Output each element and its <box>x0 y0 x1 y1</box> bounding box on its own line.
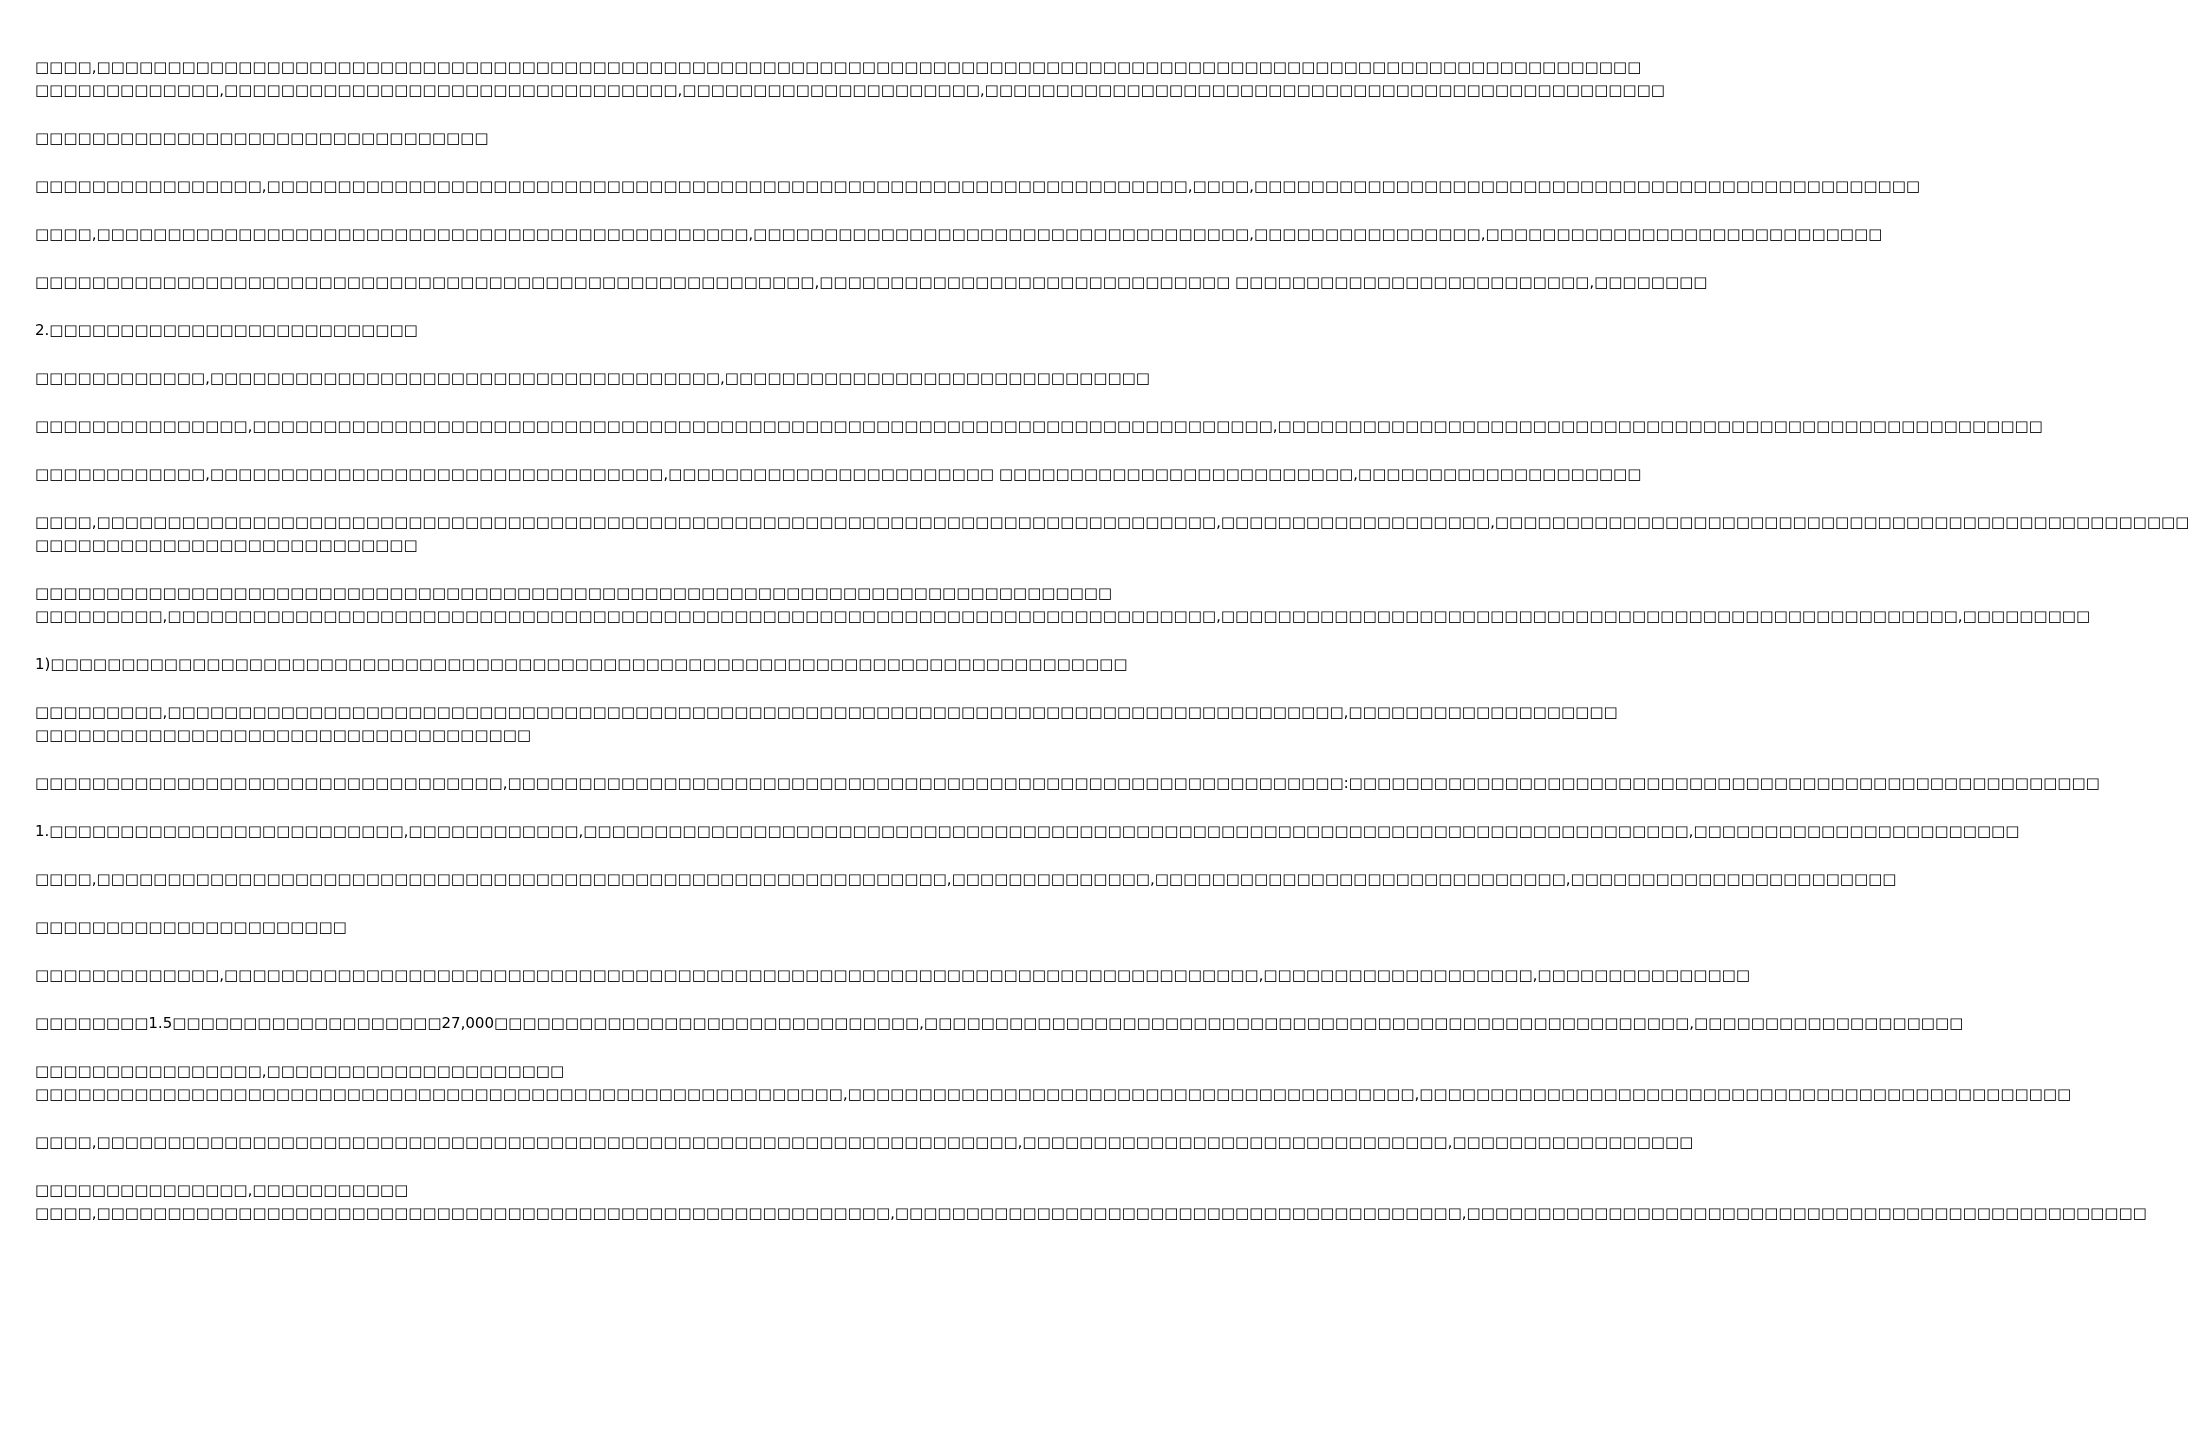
text-line: □□□□□□□□□□□□□□□□□□□□□□□□□□□□□□□□□□□□□□□□□□□□□□□□□□□□□□□□□,□□□□□□□□□□□□□□□□□□□□□□□□□□□□□□□□□□□□□□□□,□□□□□□□□□□□□□□□□□□□□□□□□□□□□□□□□□□□□□□□□□□□□□□ <box>35 1085 2072 1103</box>
text-line: □□□□□□□□1.5□□□□□□□□□□□□□□□□□□□27,000□□□□□□□□□□□□□□□□□□□□□□□□□□□□□□,□□□□□□□□□□□□□□□□□□□□□□□□□□□□□□□□□□□□□□□□□□□□□□□□□□□□□□,□□□□□□□□□□□□□□□□□□□ <box>35 1014 1964 1032</box>
text-line: 1)□□□□□□□□□□□□□□□□□□□□□□□□□□□□□□□□□□□□□□□□□□□□□□□□□□□□□□□□□□□□□□□□□□□□□□□□□□□□ <box>35 655 1128 673</box>
paragraph <box>35 701 1618 747</box>
text-line: □□□□□□□□□□□□□□□□□□□□□□□□□□□□□□□□□□□ <box>35 726 532 744</box>
paragraph <box>35 1179 2147 1225</box>
paragraph <box>35 415 2043 438</box>
paragraph <box>35 916 989 939</box>
text-line: □□□□□□□□□□□□□□□□,□□□□□□□□□□□□□□□□□□□□□ <box>35 1062 565 1080</box>
paragraph <box>35 56 1665 102</box>
text-line: □□□□,□□□□□□□□□□□□□□□□□□□□□□□□□□□□□□□□□□□□□□□□□□□□□□□□□□□□□□□□□□□□□□□□□,□□□□□□□□□□□□□□□□□□□□□□□□□□□□□□,□□□□□□□□□□□□□□□□□ <box>35 1133 1694 1151</box>
text-line: □□□□,□□□□□□□□□□□□□□□□□□□□□□□□□□□□□□□□□□□□□□□□□□□□□□□□□□□□□□□□□□□□□□□□□□□□□□□□□□□□□□□,□□□□□□□□□□□□□□□□□□□,□□□□□□□□□□□□□□□□□□□□□□□□□□□□□□□□□□□□□□□□□□□□□□□□□ <box>35 513 2189 531</box>
text-line: □□□□□□□□□□□□□□□□□□□□□□□□□□□ <box>35 536 418 554</box>
text-line: □□□□□□□□□□□□□□□□□□□□□□□□□□□□□□□□ <box>35 129 489 147</box>
paragraph <box>35 964 1750 987</box>
paragraph <box>35 271 1708 294</box>
paragraph <box>35 772 2100 795</box>
text-line: □□□□□□□□□□□□□□□□,□□□□□□□□□□□□□□□□□□□□□□□□□□□□□□□□□□□□□□□□□□□□□□□□□□□□□□□□□□□□□□□□□,□□□□,□□□□□□□□□□□□□□□□□□□□□□□□□□□□□□□□□□□□□□□□□□□□□□□ <box>35 177 1921 195</box>
text-line: □□□□□□□□□,□□□□□□□□□□□□□□□□□□□□□□□□□□□□□□□□□□□□□□□□□□□□□□□□□□□□□□□□□□□□□□□□□□□□□□□□□□,□□□□□□□□□□□□□□□□□□□□□□□□□□□□□□□□□□□□□□□□□□□□□□□□□□□□,□□□□□□□□□ <box>35 607 2091 625</box>
text-line: □□□□,□□□□□□□□□□□□□□□□□□□□□□□□□□□□□□□□□□□□□□□□□□□□□□□□□□□□□□□□□□□□□□□□□□□□□□□□□□□□□□□□□□□□□□□□□□□□□□□□□□□□□□□□□□□□□ <box>35 58 1642 76</box>
paragraph <box>35 175 1921 198</box>
text-line: □□□□□□□□□,□□□□□□□□□□□□□□□□□□□□□□□□□□□□□□□□□□□□□□□□□□□□□□□□□□□□□□□□□□□□□□□□□□□□□□□□□□□□□□□□□□□,□□□□□□□□□□□□□□□□□□□ <box>35 703 1618 721</box>
text-line: □□□□□□□□□□□□,□□□□□□□□□□□□□□□□□□□□□□□□□□□□□□□□□□□□,□□□□□□□□□□□□□□□□□□□□□□□□□□□□□□ <box>35 369 1150 387</box>
text-line: □□□□□□□□□□□□□□□,□□□□□□□□□□□ <box>35 1181 409 1199</box>
paragraph <box>35 1131 1694 1154</box>
paragraph <box>35 1012 1964 1035</box>
text-line: □□□□□□□□□□□□,□□□□□□□□□□□□□□□□□□□□□□□□□□□□□□□□,□□□□□□□□□□□□□□□□□□□□□□□ □□□□□□□□□□□□□□□□□□□□□□□□□,□□□□□□□□□□□□□□□□□□□□ <box>35 465 1642 483</box>
text-line: □□□□□□□□□□□□□□□□□□□□□□□□□□□□□□□□□,□□□□□□□□□□□□□□□□□□□□□□□□□□□□□□□□□□□□□□□□□□□□□□□□□□□□□□□□□□□:□□□□□□□□□□□□□□□□□□□□□□□□□□□□□□□□□□□□□□□□□□□□□□□□□□□□□ <box>35 774 2100 792</box>
text-line: □□□□□□□□□□□□□□□,□□□□□□□□□□□□□□□□□□□□□□□□□□□□□□□□□□□□□□□□□□□□□□□□□□□□□□□□□□□□□□□□□□□□□□□□,□□□□□□□□□□□□□□□□□□□□□□□□□□□□□□□□□□□□□□□□□□□□□□□□□□□□□□ <box>35 417 2043 435</box>
paragraph <box>35 223 1883 246</box>
document-page <box>35 56 2189 1436</box>
paragraph <box>35 127 989 150</box>
paragraph <box>35 367 1150 390</box>
text-line: □□□□□□□□□□□□□□□□□□□□□□□□□□□□□□□□□□□□□□□□□□□□□□□□□□□□□□□□□□□□□□□□□□□□□□□□□□□□ <box>35 584 1113 602</box>
text-line: □□□□,□□□□□□□□□□□□□□□□□□□□□□□□□□□□□□□□□□□□□□□□□□□□□□□□□□□□□□□□,□□□□□□□□□□□□□□□□□□□□□□□□□□□□□□□□□□□□□□□□,□□□□□□□□□□□□□□□□□□□□□□□□□□□□□□□□□□□□□□□□□□□□□□□□ <box>35 1204 2147 1222</box>
text-line: □□□□□□□□□□□□□□□□□□□□□□ <box>35 918 347 936</box>
paragraph <box>35 653 1128 676</box>
paragraph <box>35 868 1897 891</box>
paragraph <box>35 319 989 342</box>
paragraph <box>35 582 2091 628</box>
text-line: □□□□□□□□□□□□□,□□□□□□□□□□□□□□□□□□□□□□□□□□□□□□□□,□□□□□□□□□□□□□□□□□□□□□,□□□□□□□□□□□□□□□□□□□□□□□□□□□□□□□□□□□□□□□□□□□□□□□□ <box>35 81 1665 99</box>
text-line: □□□□,□□□□□□□□□□□□□□□□□□□□□□□□□□□□□□□□□□□□□□□□□□□□□□,□□□□□□□□□□□□□□□□□□□□□□□□□□□□□□□□□□□,□□□□□□□□□□□□□□□□,□□□□□□□□□□□□□□□□□□□□□□□□□□□□ <box>35 225 1883 243</box>
text-line: □□□□□□□□□□□□□□□□□□□□□□□□□□□□□□□□□□□□□□□□□□□□□□□□□□□□□□□,□□□□□□□□□□□□□□□□□□□□□□□□□□□□□ □□□□□□□□□□□□□□□□□□□□□□□□□,□□□□□□□□ <box>35 273 1708 291</box>
text-line: 1.□□□□□□□□□□□□□□□□□□□□□□□□□,□□□□□□□□□□□□,□□□□□□□□□□□□□□□□□□□□□□□□□□□□□□□□□□□□□□□□□□□□□□□□□□□□□□□□□□□□□□□□□□□□□□□□□□□□□□,□□□□□□□□□□□□□□□□□□□□□□□ <box>35 822 2020 840</box>
paragraph <box>35 1060 2072 1106</box>
text-line: □□□□,□□□□□□□□□□□□□□□□□□□□□□□□□□□□□□□□□□□□□□□□□□□□□□□□□□□□□□□□□□□□,□□□□□□□□□□□□□□,□□□□□□□□□□□□□□□□□□□□□□□□□□□□□,□□□□□□□□□□□□□□□□□□□□□□□ <box>35 870 1897 888</box>
paragraph <box>35 511 2189 557</box>
text-line: □□□□□□□□□□□□□,□□□□□□□□□□□□□□□□□□□□□□□□□□□□□□□□□□□□□□□□□□□□□□□□□□□□□□□□□□□□□□□□□□□□□□□□□,□□□□□□□□□□□□□□□□□□□,□□□□□□□□□□□□□□□ <box>35 966 1750 984</box>
text-line: 2.□□□□□□□□□□□□□□□□□□□□□□□□□□ <box>35 321 418 339</box>
paragraph <box>35 820 2020 843</box>
paragraph <box>35 463 1642 486</box>
